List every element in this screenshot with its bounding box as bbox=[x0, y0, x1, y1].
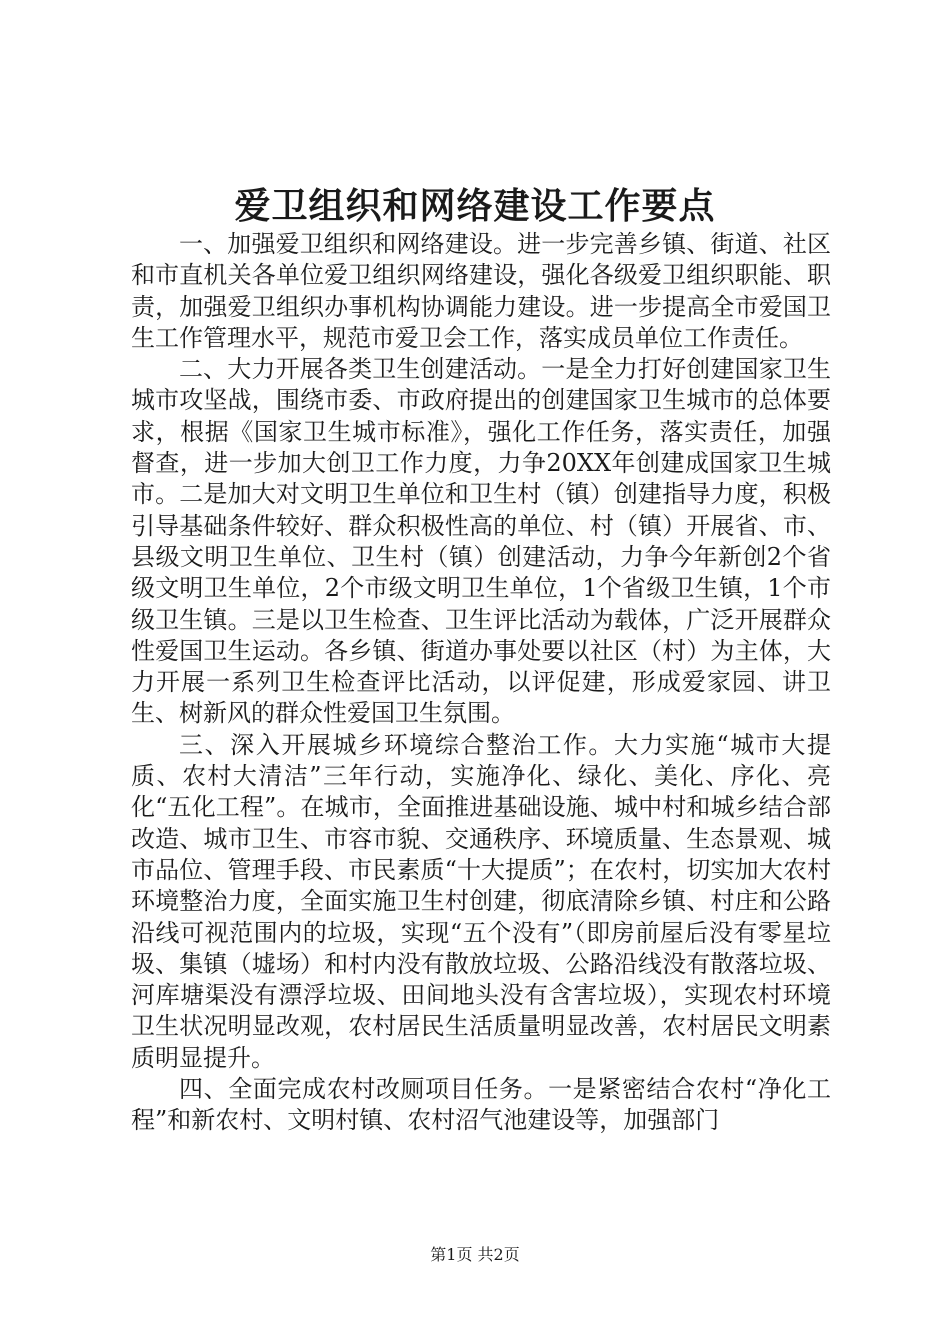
page-footer bbox=[0, 1243, 950, 1267]
paragraph-3: 三、深入开展城乡环境综合整治工作。大力实施“城市大提质、农村大清洁”三年行动，实施净化、绿化、美化、序化、亮化“五化工程”。在城市，全面推进基础设施、城中村和城乡结合部改造、城市卫生、市容市貌、交通秩序、环境质量、生态景观、城市品位、管理手段、市民素质“十大提质”；在农村，切实加大农村环境整治力度，全面实施卫生村创建，彻底清除乡镇、村庄和公路沿线可视范围内的垃圾，实现“五个没有”（即房前屋后没有零星垃圾、集镇（墟场）和村内没有散放垃圾、公路沿线没有散落垃圾、河库塘渠没有漂浮垃圾、田间地头没有含害垃圾），实现农村环境卫生状况明显改观，农村居民生活质量明显改善，农村居民文明素质明显提升。 bbox=[131, 730, 831, 1072]
paragraph-1: 一、加强爱卫组织和网络建设。进一步完善乡镇、街道、社区和市直机关各单位爱卫组织网络建设，强化各级爱卫组织职能、职责，加强爱卫组织办事机构协调能力建设。进一步提高全市爱国卫生工作管理水平，规范市爱卫会工作，落实成员单位工作责任。 bbox=[131, 230, 831, 352]
paragraph-2: 二、大力开展各类卫生创建活动。一是全力打好创建国家卫生城市攻坚战，围绕市委、市政府提出的创建国家卫生城市的总体要求，根据《国家卫生城市标准》，强化工作任务，落实责任，加强督查，进一步加大创卫工作力度，力争20XX年创建成国家卫生城市。二是加大对文明卫生单位和卫生村（镇）创建指导力度，积极引导基础条件较好、群众积极性高的单位、村（镇）开展省、市、县级文明卫生单位、卫生村（镇）创建活动，力争今年新创2个省级文明卫生单位，2个市级文明卫生单位，1个省级卫生镇，1个市级卫生镇。三是以卫生检查、卫生评比活动为载体，广泛开展群众性爱国卫生运动。各乡镇、街道办事处要以社区（村）为主体，大力开展一系列卫生检查评比活动，以评促建，形成爱家园、讲卫生、树新风的群众性爱国卫生氛围。 bbox=[131, 355, 831, 728]
paragraph-4: 四、全面完成农村改厕项目任务。一是紧密结合农村“净化工程”和新农村、文明村镇、农村沼气池建设等，加强部门 bbox=[131, 1075, 831, 1135]
document-body bbox=[131, 229, 831, 1137]
document-title: 爱卫组织和网络建设工作要点 bbox=[234, 185, 716, 227]
page-number: 第1页 共2页 bbox=[430, 1245, 520, 1264]
